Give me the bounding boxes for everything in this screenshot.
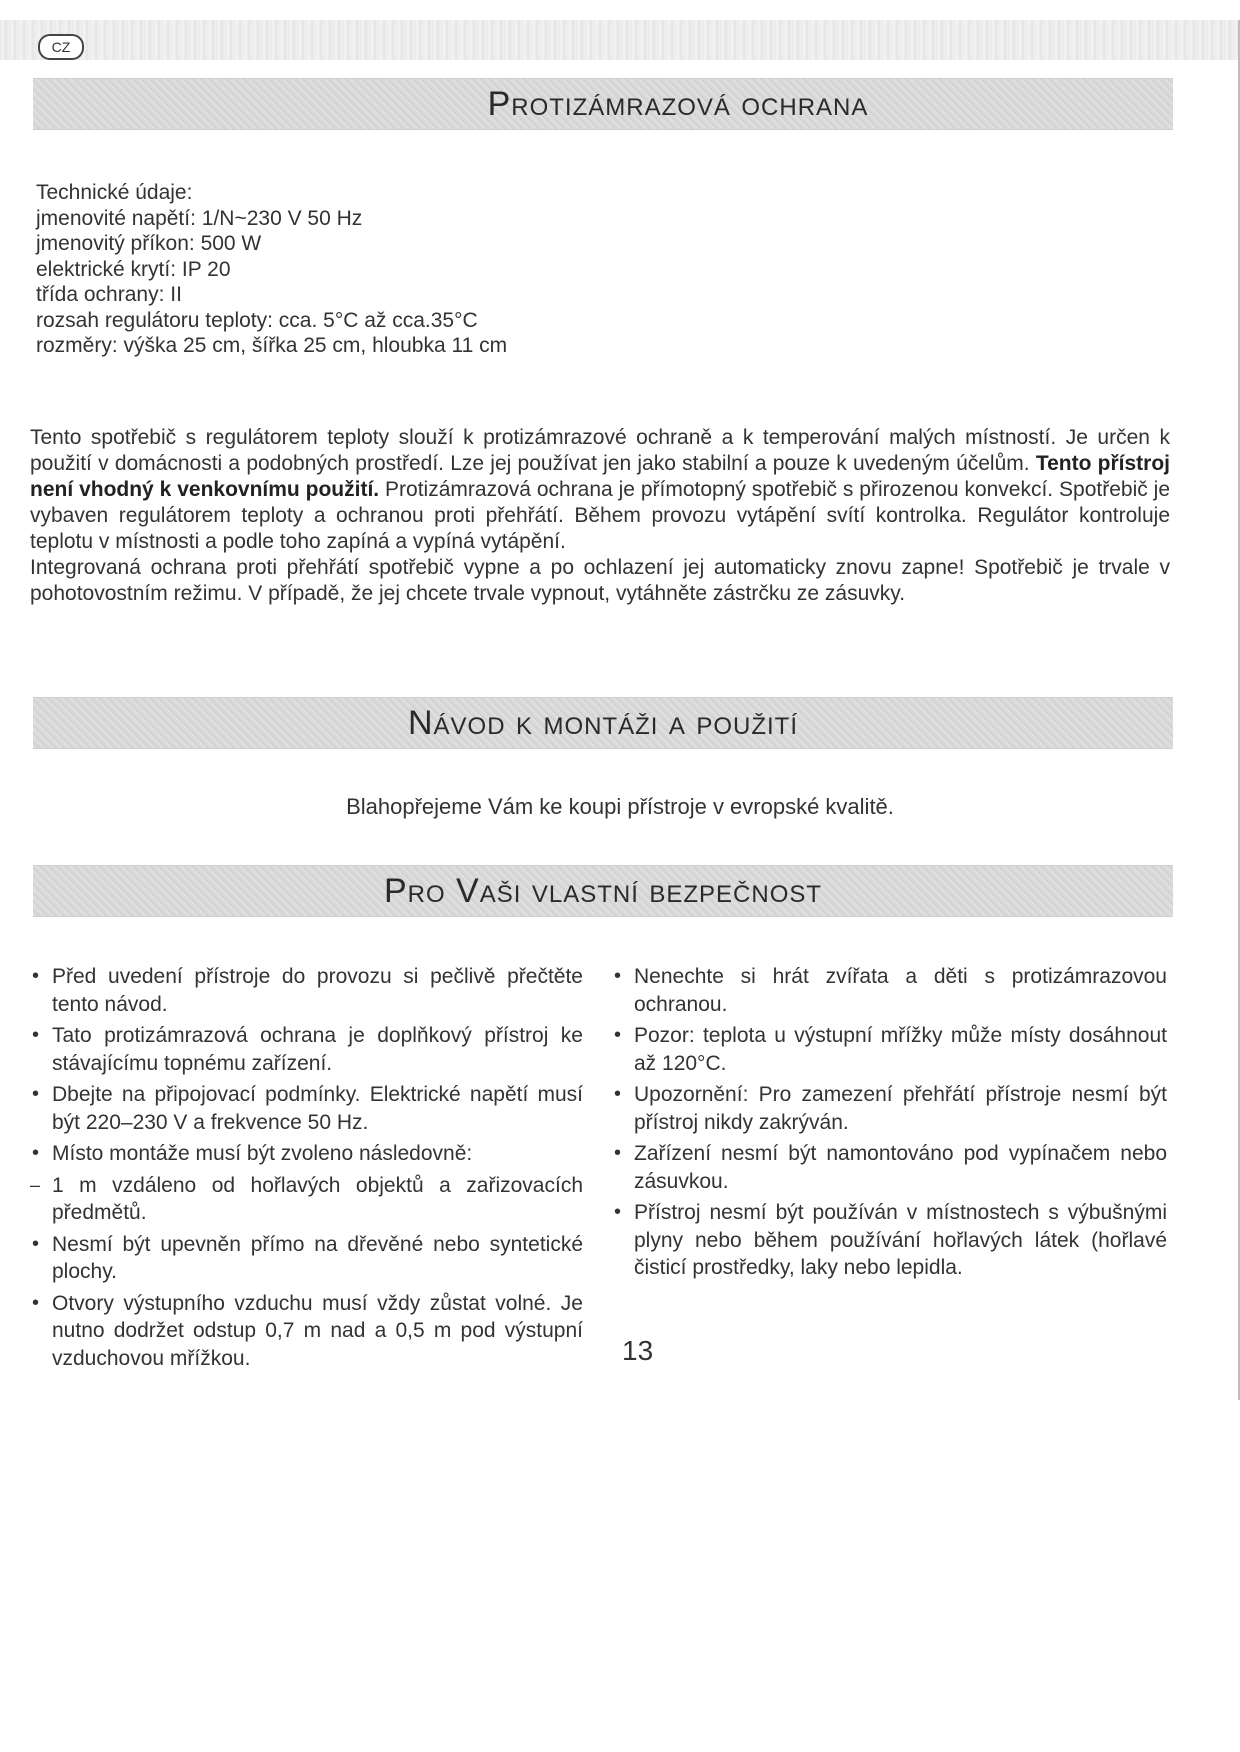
- safety-item: • Před uvedení přístroje do provozu si pečlivě přečtěte tento návod.: [32, 965, 583, 1016]
- section-bar-safety: [33, 865, 1173, 917]
- safety-list-right: [612, 963, 1167, 1286]
- bullet-dot-icon: •: [32, 1142, 40, 1164]
- section-bar-frost-protection: [33, 78, 1173, 130]
- safety-item: • Pozor: teplota u výstupní mřížky může místy dosáhnout až 120°C.: [614, 1024, 1167, 1075]
- spec-voltage: jmenovité napětí: 1/N~230 V 50 Hz: [36, 206, 363, 230]
- bullet-dot-icon: •: [32, 1083, 40, 1105]
- bullet-dot-icon: •: [614, 965, 622, 987]
- safety-item: • Dbejte na připojovací podmínky. Elektrické napětí musí být 220–230 V a frekvence 50 Hz.: [32, 1083, 583, 1134]
- bullet-dot-icon: •: [614, 1201, 622, 1223]
- bullet-dot-icon: •: [32, 1024, 40, 1046]
- bullet-dot-icon: •: [614, 1142, 622, 1164]
- section-bar-manual: [33, 697, 1173, 749]
- bullet-dot-icon: •: [32, 1232, 40, 1255]
- dash-icon: –: [30, 1174, 41, 1195]
- technical-specs: [36, 180, 507, 359]
- intro-text-2: Protizámrazová ochrana je přímotopný spotřebič s přirozenou konvekcí. Spotřebič je vybaven regulátorem teploty a ochranou proti přehřátí. Během provozu vytápění svítí kontrolka. Regulátor kontroluje teplotu v místnosti a podle toho zapíná a vypíná vytápění.: [30, 478, 1171, 553]
- intro-paragraph: [30, 425, 1170, 607]
- intro-text-1: Tento spotřebič s regulátorem teploty slouží k protizámrazové ochraně a k temperování malých místností. Je určen k použití v domácnosti a podobných prostředí. Lze jej používat jen jako stabilní a pouze k uvedeným účelům.: [30, 426, 1170, 475]
- safety-item: • Tato protizámrazová ochrana je doplňkový přístroj ke stávajícímu topnému zařízení.: [32, 1024, 583, 1075]
- congratulations-text: Blahopřejeme Vám ke koupi přístroje v evropské kvalitě.: [346, 794, 894, 819]
- scan-top-strip: [0, 20, 1240, 60]
- safety-item: • Místo montáže musí být zvoleno následovně:: [30, 1140, 583, 1168]
- safety-item: • Nesmí být upevněn přímo na dřevěné nebo syntetické plochy.: [32, 1232, 583, 1283]
- safety-sub-item: – 1 m vzdáleno od hořlavých objektů a zařizovacích předmětů.: [30, 1173, 583, 1224]
- safety-item: • Otvory výstupního vzduchu musí vždy zůstat volné. Je nutno dodržet odstup 0,7 m nad a 0,5 m pod výstupní vzduchovou mřížkou.: [32, 1291, 583, 1370]
- bullet-dot-icon: •: [614, 1083, 622, 1105]
- safety-item: • Nenechte si hrát zvířata a děti s protizámrazovou ochranou.: [614, 965, 1167, 1016]
- intro-warning-bold: Tento přístroj není vhodný k venkovnímu použití.: [30, 452, 1170, 501]
- section-title-safety: Pro Vaši vlastní bezpečnost: [383, 872, 823, 910]
- spec-temperature-range: rozsah regulátoru teploty: cca. 5°C až cca.35°C: [36, 308, 478, 332]
- page-number: 13: [622, 1335, 654, 1366]
- intro-paragraph-2: Integrovaná ochrana proti přehřátí spotřebič vypne a po ochlazení jej automaticky znovu zapne! Spotřebič je trvale v pohotovostním režimu. V případě, že jej chcete trvale vypnout, vytáhněte zástrčku ze zásuvky.: [30, 556, 1170, 605]
- safety-list-left: [30, 963, 583, 1376]
- spec-power: jmenovitý příkon: 500 W: [36, 232, 262, 255]
- safety-item: • Přístroj nesmí být používán v místnostech s výbušnými plyny nebo během používání hořlavých látek (hořlavé čisticí prostředky, laky nebo lepidla.: [614, 1201, 1167, 1279]
- bullet-dot-icon: •: [32, 965, 40, 987]
- spec-dimensions: rozměry: výška 25 cm, šířka 25 cm, hloubka 11 cm: [36, 334, 508, 357]
- language-badge: CZ: [38, 34, 84, 60]
- section-title-manual: Návod k montáži a použití: [407, 704, 799, 742]
- spec-protection-class: třída ochrany: II: [36, 283, 182, 306]
- bullet-dot-icon: •: [614, 1024, 622, 1046]
- intro-paragraph-1: [30, 425, 1170, 555]
- safety-item: • Zařízení nesmí být namontováno pod vypínačem nebo zásuvkou.: [614, 1142, 1167, 1193]
- spec-heading: Technické údaje:: [36, 181, 193, 204]
- section-title-frost-protection: Protizámrazová ochrana: [487, 85, 869, 123]
- bullet-dot-icon: •: [32, 1291, 40, 1314]
- safety-item: • Upozornění: Pro zamezení přehřátí přístroje nesmí být přístroj nikdy zakrýván.: [614, 1083, 1167, 1134]
- spec-ip-rating: elektrické krytí: IP 20: [36, 257, 231, 281]
